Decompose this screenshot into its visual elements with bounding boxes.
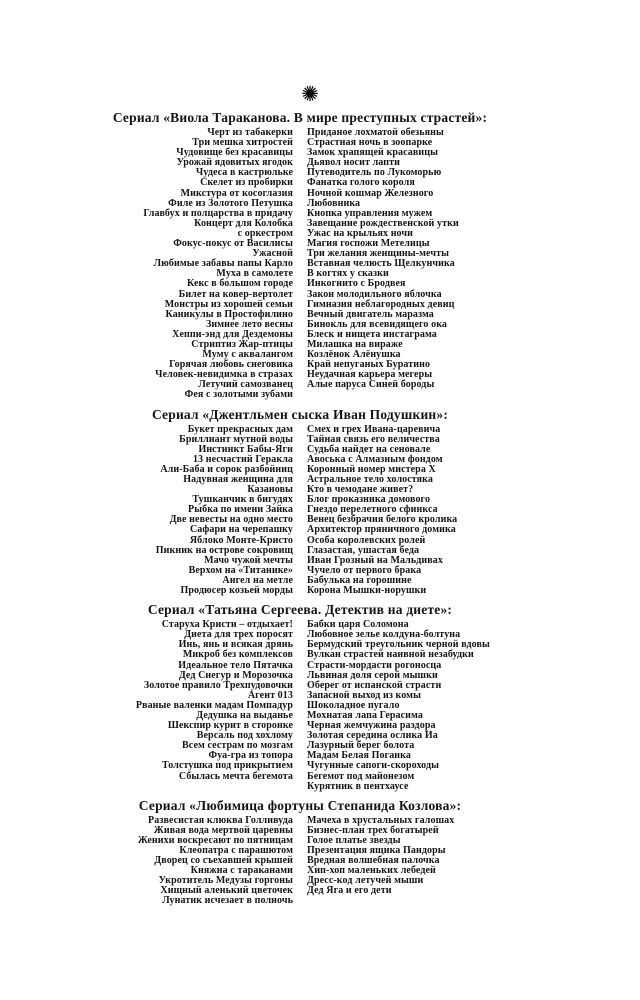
book-title: Хип-хоп маленьких лебедей bbox=[307, 865, 436, 877]
book-title: Рваные валенки мадам Помпадур bbox=[135, 699, 293, 711]
book-title: Чугунные сапоги-скороходы bbox=[307, 760, 440, 772]
book-title: Любовника bbox=[307, 197, 361, 209]
book-title: Страстная ночь в зоопарке bbox=[307, 137, 433, 149]
book-title: Тайная связь его величества bbox=[307, 433, 440, 445]
book-title: Глазастая, ушастая беда bbox=[307, 544, 420, 556]
book-title: Букет прекрасных дам bbox=[187, 423, 293, 435]
book-title: Мадам Белая Поганка bbox=[307, 750, 411, 762]
book-title: Ночной кошмар Железного bbox=[307, 187, 434, 199]
book-title: Вулкан страстей наивной незабудки bbox=[307, 649, 474, 661]
book-title: Старуха Кристи – отдыхает! bbox=[161, 619, 293, 631]
book-title: Закон молодильного яблочка bbox=[307, 288, 442, 300]
book-title: Али-Баба и сорок разбойниц bbox=[160, 463, 293, 475]
book-title: Хищный аленький цветочек bbox=[160, 885, 293, 897]
book-title: Магия госпожи Метелицы bbox=[307, 238, 430, 250]
book-title: Курятник в пентхаусе bbox=[307, 780, 409, 792]
book-title: Дед Яга и его дети bbox=[307, 885, 392, 897]
left-column bbox=[40, 128, 293, 401]
book-title: Любимые забавы папы Карло bbox=[153, 258, 293, 270]
series-section bbox=[40, 602, 560, 792]
book-title: Урожай ядовитых ягодок bbox=[176, 157, 293, 169]
book-title: Дьявол носит лапти bbox=[307, 157, 400, 169]
book-title: Дедушка на выданье bbox=[196, 709, 293, 721]
book-title: Голое платье звезды bbox=[307, 834, 401, 846]
book-title: Человек-невидимка в стразах bbox=[155, 369, 293, 381]
book-title: Две невесты на одно место bbox=[169, 514, 293, 526]
book-title: Рыбка по имени Зайка bbox=[188, 504, 293, 516]
book-title: Казановы bbox=[247, 484, 293, 496]
book-title: Кто в чемодане живет? bbox=[307, 484, 414, 496]
book-title: В когтях у сказки bbox=[307, 268, 389, 280]
book-title: Инь, янь и всякая дрянь bbox=[178, 639, 293, 651]
book-title: Блог проказника домового bbox=[307, 494, 431, 506]
book-title: Инстинкт Бабы-Яги bbox=[198, 443, 293, 455]
book-title: Особа королевских ролей bbox=[307, 534, 426, 546]
series-title: Сериал «Татьяна Сергеева. Детектив на диете»: bbox=[147, 602, 453, 618]
book-title: Козлёнок Алёнушка bbox=[307, 349, 401, 361]
book-title: Ангел на метле bbox=[222, 574, 293, 586]
book-title: Черт из табакерки bbox=[207, 127, 293, 138]
right-column bbox=[307, 620, 560, 792]
book-title: Укротитель Медузы горгоны bbox=[158, 875, 293, 887]
book-title: Муха в самолете bbox=[216, 268, 293, 280]
book-title: Пикник на острове сокровищ bbox=[155, 544, 293, 556]
book-title: Шекспир курит в сторонке bbox=[167, 720, 293, 732]
series-title: Сериал «Любимица фортуны Степанида Козлова»: bbox=[138, 797, 462, 813]
book-title: Развесистая клюква Голливуда bbox=[148, 814, 293, 826]
series-section bbox=[40, 798, 560, 907]
book-title: Вставная челюсть Щелкунчика bbox=[307, 258, 455, 270]
book-title: Иван Грозный на Мальдивах bbox=[307, 554, 443, 566]
book-title: Бермудский треугольник черной вдовы bbox=[307, 639, 490, 651]
book-title: Корона Мышки-норушки bbox=[307, 585, 427, 597]
book-title: Микроб без комплексов bbox=[182, 649, 293, 661]
book-title: Княжна с тараканами bbox=[190, 865, 293, 877]
right-column bbox=[307, 425, 560, 597]
book-title: Архитектор пряничного домика bbox=[307, 524, 456, 536]
book-title: Тушканчик в бигудях bbox=[192, 494, 293, 506]
left-column bbox=[40, 620, 293, 792]
book-title: Алые паруса Синей бороды bbox=[307, 379, 435, 391]
series-list bbox=[40, 110, 560, 907]
book-title: Бриллиант мутной воды bbox=[179, 433, 293, 445]
book-title: Золотая середина ослика Иа bbox=[307, 730, 438, 742]
book-title: Замок храпящей красавицы bbox=[307, 147, 438, 159]
book-title: Ужас на крыльях ночи bbox=[307, 227, 414, 239]
right-column bbox=[307, 816, 560, 907]
book-title: Судьба найдет на сеновале bbox=[307, 443, 431, 455]
book-title: Чучело от первого брака bbox=[307, 564, 422, 576]
book-title: Дворец со съехавшей крышей bbox=[154, 855, 293, 867]
book-title: Смех и грех Ивана-царевича bbox=[307, 423, 441, 435]
book-title: Фокус-покус от Василисы bbox=[173, 238, 293, 250]
book-title: Вредная волшебная палочка bbox=[307, 855, 440, 867]
book-title: Толстушка под прикрытием bbox=[161, 760, 293, 772]
book-title: Клеопатра с парашютом bbox=[179, 845, 293, 856]
book-title: Концерт для Колобка bbox=[194, 217, 293, 229]
book-title: Милашка на вираже bbox=[307, 338, 403, 350]
book-title: Лазурный берег болота bbox=[307, 740, 415, 752]
series-columns bbox=[40, 425, 560, 597]
book-title: Зимнее лето весны bbox=[206, 318, 293, 330]
book-title: Кнопка управления мужем bbox=[307, 207, 433, 219]
book-title: Оберег от испанской страсти bbox=[307, 679, 442, 691]
book-title: Инкогнито с Бродвея bbox=[307, 278, 406, 290]
book-title: Три мешка хитростей bbox=[192, 137, 293, 149]
book-title: Завещание рождественской утки bbox=[307, 217, 459, 229]
series-columns bbox=[40, 816, 560, 907]
book-title: Живая вода мертвой царевны bbox=[153, 824, 293, 836]
book-title: Запасной выход из комы bbox=[307, 689, 422, 701]
book-title: Яблоко Монте-Кристо bbox=[189, 534, 293, 546]
book-title: Летучий самозванец bbox=[198, 379, 293, 391]
book-title: Коронный номер мистера Х bbox=[307, 463, 436, 475]
book-title: Авоська с Алмазным фондом bbox=[307, 453, 443, 465]
book-title: Филе из Золотого Петушка bbox=[168, 197, 293, 209]
book-title: Идеальное тело Пятачка bbox=[178, 659, 293, 671]
book-title: Венец безбрачия белого кролика bbox=[307, 514, 458, 526]
book-title: Бабки царя Соломона bbox=[307, 619, 409, 631]
book-title: Фея с золотыми зубами bbox=[184, 389, 293, 401]
book-title: Бизнес-план трех богатырей bbox=[307, 824, 439, 836]
book-title: Шоколадное пугало bbox=[307, 699, 400, 711]
book-title: Мачеха в хрустальных галошах bbox=[307, 814, 455, 826]
series-columns bbox=[40, 620, 560, 792]
book-title: Кекс в большом городе bbox=[186, 278, 293, 290]
book-title: Сбылась мечта бегемота bbox=[178, 770, 293, 782]
book-title: Сафари на черепашку bbox=[189, 524, 293, 536]
book-title: Страсти-мордасти рогоносца bbox=[307, 659, 442, 671]
book-title: Продюсер козьей морды bbox=[180, 585, 293, 597]
book-title: Три желания женщины-мечты bbox=[307, 248, 449, 260]
book-title: Гимназия неблагородных девиц bbox=[307, 298, 455, 310]
book-title: Монстры из хорошей семьи bbox=[164, 298, 293, 310]
book-title: Бинокль для всевидящего ока bbox=[307, 318, 448, 330]
book-title: Бабулька на горошине bbox=[307, 574, 412, 586]
book-title: Астральное тело холостяка bbox=[307, 474, 433, 485]
book-title: Верхом на «Титанике» bbox=[188, 564, 293, 576]
book-title: Женихи воскресают по пятницам bbox=[137, 834, 293, 846]
book-title: Дресс-код летучей мыши bbox=[307, 875, 424, 887]
book-title: Скелет из пробирки bbox=[200, 177, 293, 189]
book-title: Приданое лохматой обезьяны bbox=[307, 127, 444, 138]
right-column bbox=[307, 128, 560, 401]
left-column bbox=[40, 425, 293, 597]
series-title: Сериал «Виола Тараканова. В мире преступных страстей»: bbox=[112, 110, 488, 125]
book-title: Вечный двигатель маразма bbox=[307, 308, 434, 320]
book-title: 13 несчастий Геракла bbox=[192, 453, 293, 465]
book-title: Неудачная карьера мегеры bbox=[307, 369, 433, 381]
series-section bbox=[40, 110, 560, 401]
book-title: Хеппи-энд для Дездемоны bbox=[172, 328, 293, 340]
book-title: Диета для трех поросят bbox=[184, 629, 293, 641]
book-title: Черная жемчужина раздора bbox=[307, 720, 436, 732]
book-title: Фанатка голого короля bbox=[307, 177, 415, 189]
book-title: Микстура от косоглазия bbox=[180, 187, 293, 199]
book-title: Любовное зелье колдуна-болтуна bbox=[307, 629, 461, 641]
book-title: Горячая любовь снеговика bbox=[169, 359, 293, 371]
book-title: Стриптиз Жар-птицы bbox=[191, 338, 293, 350]
book-title: Дед Снегур и Морозочка bbox=[178, 669, 293, 681]
book-title: Путеводитель по Лукоморью bbox=[307, 167, 442, 179]
book-title: Фуа-гра из топора bbox=[208, 750, 293, 762]
book-title: Ужасной bbox=[252, 248, 293, 260]
book-title: Львиная доля серой мышки bbox=[307, 669, 438, 681]
book-title: Бегемот под майонезом bbox=[307, 770, 415, 782]
book-title: Лунатик исчезает в полночь bbox=[162, 895, 293, 907]
flower-ornament-icon: ✺ bbox=[301, 82, 319, 106]
left-column bbox=[40, 816, 293, 907]
book-title: Золотое правило Трехпудовочки bbox=[143, 679, 293, 691]
book-title: Край непуганых Буратино bbox=[307, 359, 431, 371]
book-title: Чудовище без красавицы bbox=[176, 147, 293, 159]
book-title: Надувная женщина для bbox=[183, 474, 293, 485]
book-title: Блеск и нищета инстаграма bbox=[307, 328, 437, 340]
book-title: Гнездо перелетного сфинкса bbox=[307, 504, 438, 516]
book-title: Главбух и полцарства в придачу bbox=[143, 207, 293, 219]
book-title: с оркестром bbox=[237, 227, 293, 239]
book-title: Всем сестрам по мозгам bbox=[182, 740, 293, 752]
book-title: Презентация ящика Пандоры bbox=[307, 845, 446, 856]
book-title: Версаль под хохлому bbox=[196, 730, 293, 742]
series-title: Сериал «Джентльмен сыска Иван Подушкин»: bbox=[151, 406, 449, 422]
series-section bbox=[40, 407, 560, 597]
book-title: Муму с аквалангом bbox=[202, 349, 293, 361]
book-title: Билет на ковер-вертолет bbox=[178, 288, 293, 300]
series-columns bbox=[40, 128, 560, 401]
book-title: Агент 013 bbox=[247, 689, 293, 701]
book-title: Мохнатая лапа Герасима bbox=[307, 709, 423, 721]
book-title: Мачо чужой мечты bbox=[204, 554, 293, 566]
book-title: Чудеса в кастрюльке bbox=[195, 167, 293, 179]
book-title: Каникулы в Простофилино bbox=[165, 308, 293, 320]
